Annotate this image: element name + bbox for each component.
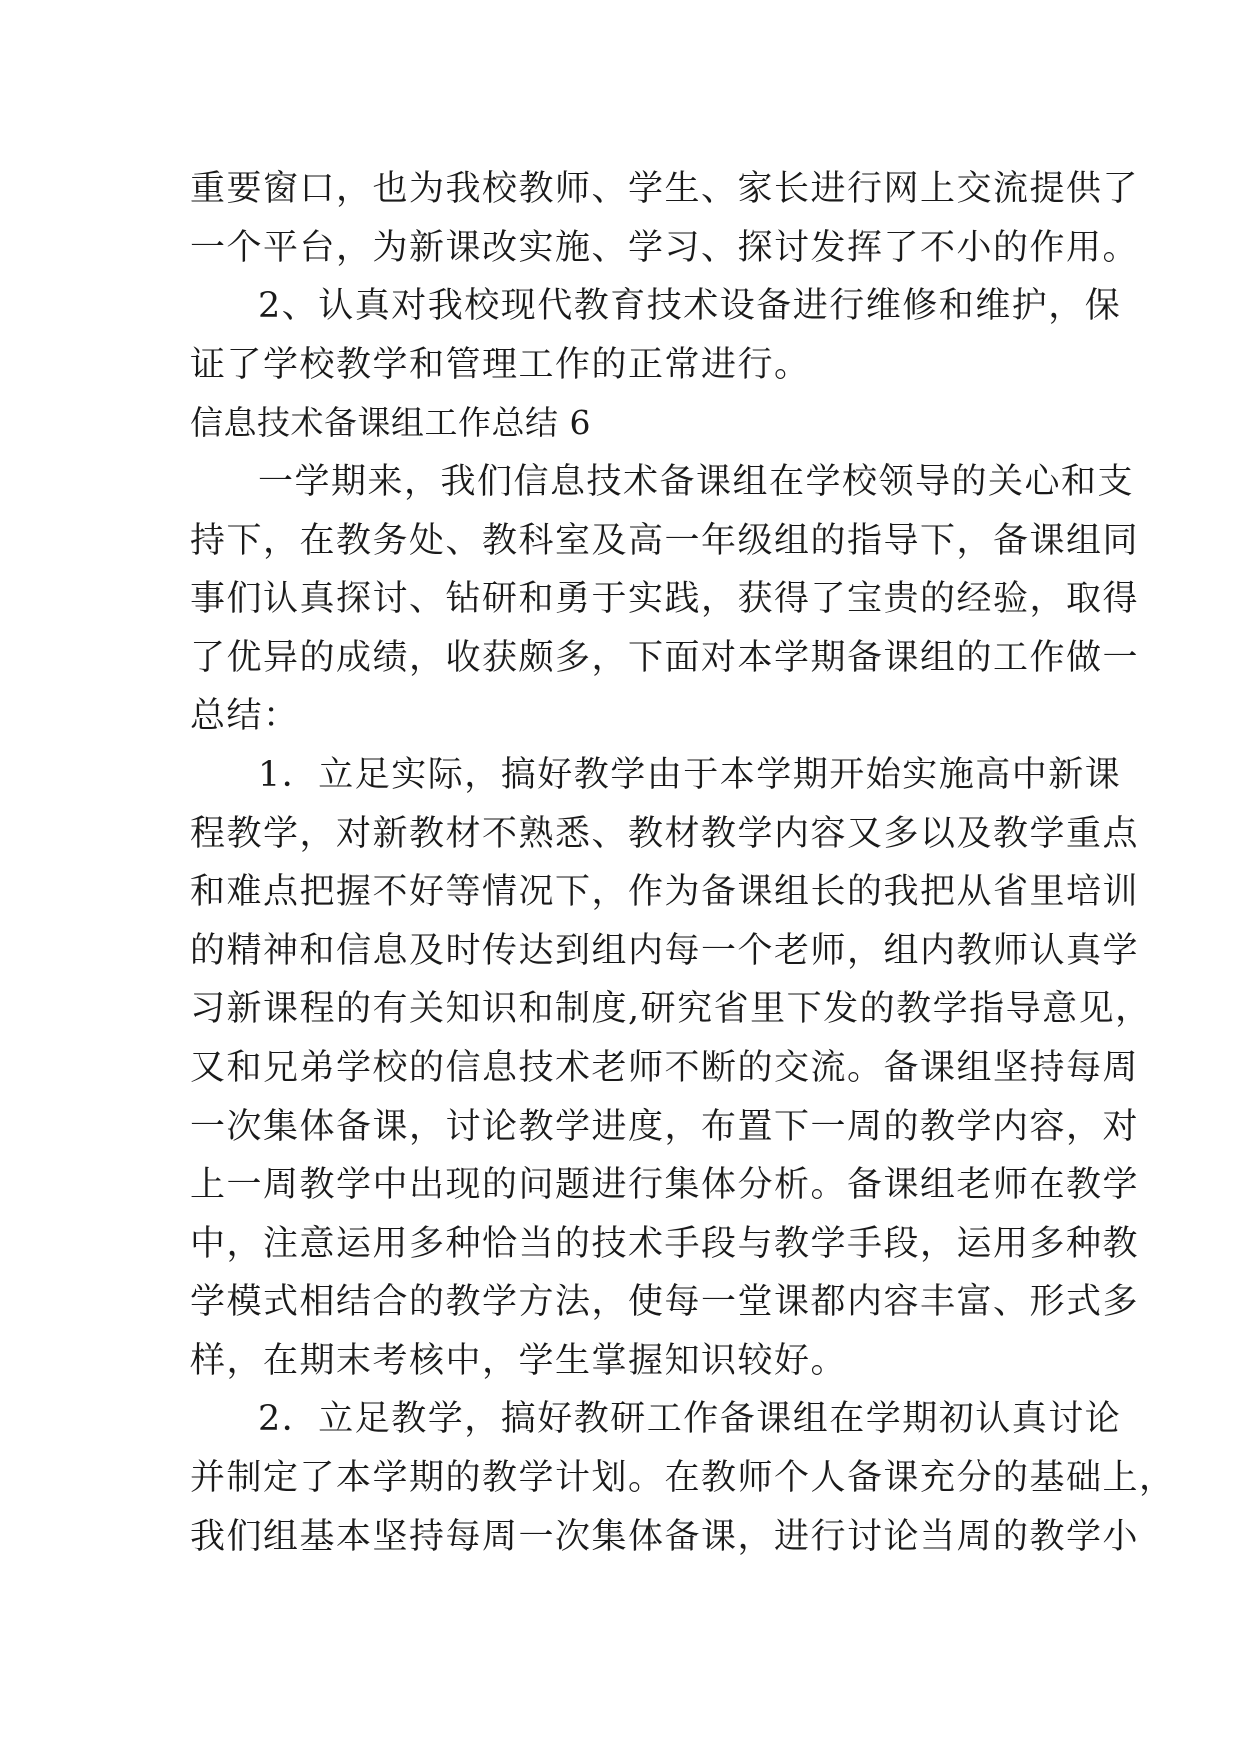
text-line: 又和兄弟学校的信息技术老师不断的交流。备课组坚持每周 [190, 1047, 1140, 1088]
text-line: 学模式相结合的教学方法，使每一堂课都内容丰富、形式多 [190, 1282, 1140, 1323]
text-line: 和难点把握不好等情况下，作为备课组长的我把从省里培训 [190, 872, 1140, 913]
text-line: 重要窗口，也为我校教师、学生、家长进行网上交流提供了 [190, 169, 1140, 209]
text-line: 一次集体备课，讨论教学进度，布置下一周的教学内容，对 [190, 1106, 1140, 1147]
text-line: 并制定了本学期的教学计划。在教师个人备课充分的基础上， [190, 1458, 1176, 1499]
paragraph-start-line: 2、认真对我校现代教育技术设备进行维修和维护，保 [258, 286, 1122, 327]
text-line: 了优异的成绩，收获颇多，下面对本学期备课组的工作做一 [190, 637, 1140, 678]
text-line: 上一周教学中出现的问题进行集体分析。备课组老师在教学 [190, 1165, 1140, 1206]
text-line: 一个平台，为新课改实施、学习、探讨发挥了不小的作用。 [190, 227, 1140, 268]
paragraph-start-line: 一学期来，我们信息技术备课组在学校领导的关心和支 [258, 461, 1135, 502]
text-line: 习新课程的有关知识和制度,研究省里下发的教学指导意见， [190, 989, 1152, 1030]
document-body [190, 160, 1176, 1566]
text-line: 事们认真探讨、钻研和勇于实践，获得了宝贵的经验，取得 [190, 579, 1140, 620]
text-line: 证了学校教学和管理工作的正常进行。 [190, 344, 811, 385]
text-line: 中，注意运用多种恰当的技术手段与教学手段，运用多种教 [190, 1223, 1140, 1264]
text-line: 样，在期末考核中，学生掌握知识较好。 [190, 1340, 848, 1381]
section-heading: 信息技术备课组工作总结 6 [190, 403, 591, 443]
paragraph-start-line: 1．立足实际，搞好教学由于本学期开始实施高中新课 [258, 754, 1122, 795]
text-line: 的精神和信息及时传达到组内每一个老师，组内教师认真学 [190, 930, 1140, 971]
text-line: 总结： [190, 696, 300, 737]
text-line: 我们组基本坚持每周一次集体备课，进行讨论当周的教学小 [190, 1516, 1140, 1557]
text-line: 程教学，对新教材不熟悉、教材教学内容又多以及教学重点 [190, 813, 1140, 854]
paragraph-start-line: 2．立足教学，搞好教研工作备课组在学期初认真讨论 [258, 1399, 1122, 1440]
text-line: 持下，在教务处、教科室及高一年级组的指导下，备课组同 [190, 520, 1140, 561]
